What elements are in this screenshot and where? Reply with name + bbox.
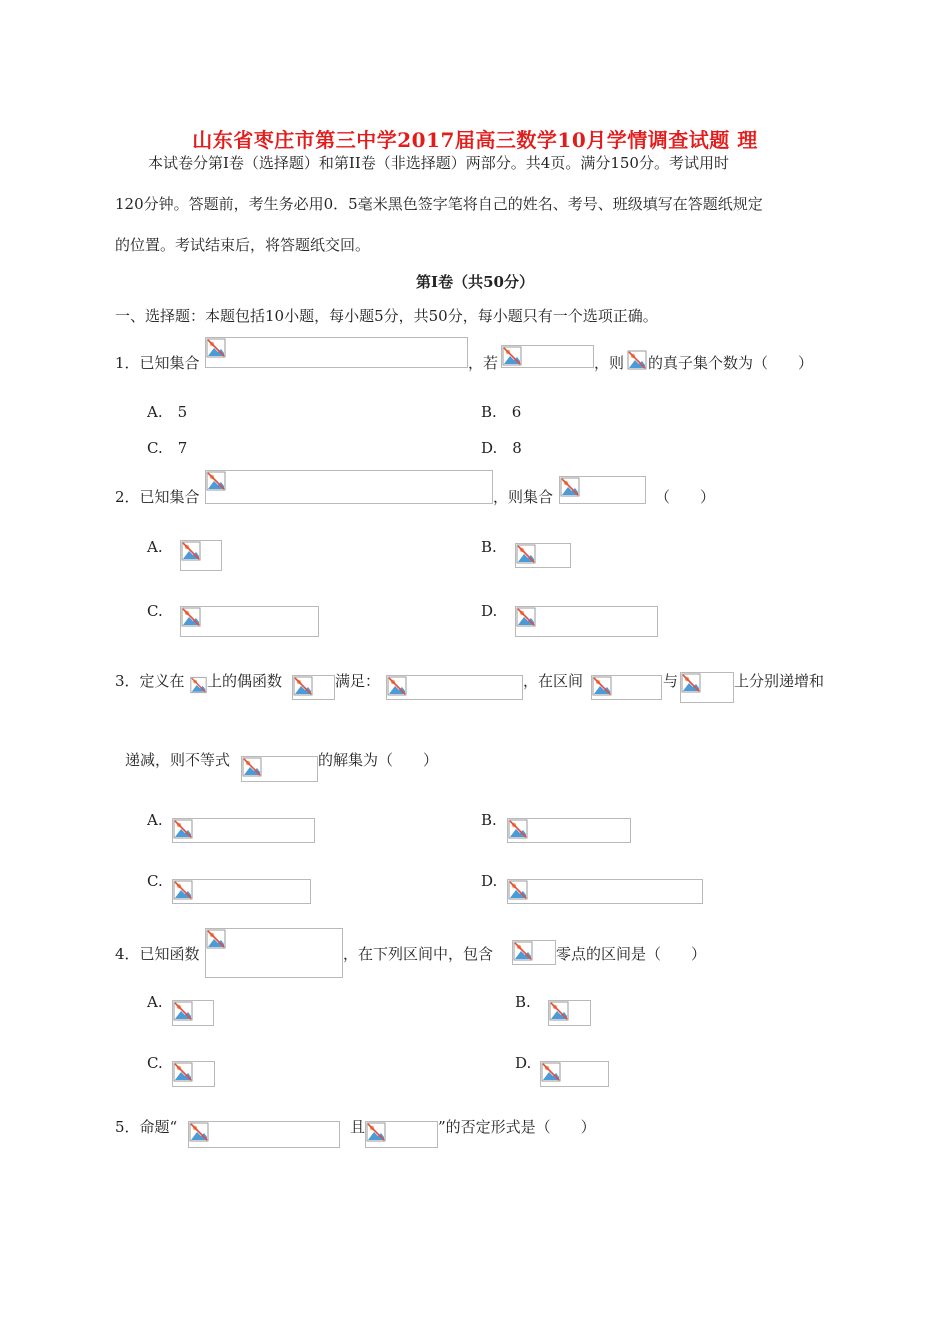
q2-formula-image [205,470,493,504]
q1-formula-image-2 [501,345,594,368]
q4-option-d: D. [515,1054,532,1072]
q3-formula-image [190,675,207,697]
broken-image-icon [189,1122,209,1142]
q1-tail: 的真子集个数为（ ） [648,354,814,372]
q5-mid: 且 [350,1118,366,1136]
q3-mid-1: 上的偶函数 [207,672,283,690]
broken-image-icon [181,607,201,627]
intro-line-3: 的位置。考试结束后，将答题纸交回。 [115,236,371,254]
q3-option-a-image [172,818,315,843]
broken-image-icon [206,471,226,491]
q3-mid-2: 满足： [335,672,381,690]
q1-formula-image-3 [627,350,648,370]
q1-option-a: A. 5 [147,403,188,421]
q3-option-c-image [172,879,311,904]
q1-formula-image [205,337,468,368]
broken-image-icon [366,1122,386,1142]
q2-formula-image-2 [559,476,646,504]
q4-formula-image-2 [512,940,556,965]
q3-option-d: D. [481,872,498,890]
q4-option-c: C. [147,1054,163,1072]
q4-option-b: B. [515,993,531,1011]
broken-image-icon [173,880,193,900]
q4-mid: ，在下列区间中，包含 [343,945,494,963]
broken-image-icon [206,338,226,358]
q2-option-c-image [180,606,319,637]
q2-mid: ，则集合 [493,488,554,506]
broken-image-icon [516,544,536,564]
q4-option-a: A. [147,993,163,1011]
q3-formula-image-3 [386,675,523,700]
q4-option-a-image [172,1000,214,1026]
q3-formula-image-2 [292,675,335,700]
q2-option-b-image [515,543,571,568]
q1-option-d: D. 8 [481,439,522,457]
broken-image-icon [541,1062,561,1082]
q1-option-b: B. 6 [481,403,522,421]
q1-mid-2: ，则 [594,354,625,372]
broken-image-icon [681,673,701,693]
q2-option-a: A. [147,538,163,556]
broken-image-icon [387,676,407,696]
q5-formula-image-2 [365,1121,438,1148]
q3-line2-lead: 递减，则不等式 [125,751,231,769]
broken-image-icon [513,941,533,961]
q4-option-b-image [548,1000,591,1026]
broken-image-icon [173,1062,193,1082]
broken-image-icon [560,477,580,497]
q1-mid-1: ，若 [468,354,499,372]
q3-option-d-image [507,879,703,904]
broken-image-icon [206,929,226,949]
broken-image-icon [516,607,536,627]
q2-lead: 2．已知集合 [115,488,200,506]
q5-tail: ”的否定形式是（ ） [438,1118,596,1136]
q3-option-a: A. [147,811,163,829]
q4-option-c-image [172,1061,215,1087]
broken-image-icon [293,676,313,696]
q1-lead: 1．已知集合 [115,354,200,372]
q3-formula-image-4 [591,675,662,700]
intro-line-1: 本试卷分第I卷（选择题）和第II卷（非选择题）两部分。共4页。满分150分。考试用时 [148,154,729,172]
q2-tail: （ ） [655,488,716,506]
q5-lead: 5．命题“ [115,1118,178,1136]
broken-image-icon [592,676,612,696]
broken-image-icon [508,819,528,839]
q3-formula-image-5 [680,672,734,703]
page-title: 山东省枣庄市第三中学2017届高三数学10月学情调查试题 理 [192,128,758,152]
broken-image-icon [181,541,201,561]
broken-image-icon [242,757,262,777]
q2-option-a-image [180,540,222,571]
q5-formula-image [188,1121,340,1148]
q3-formula-image-6 [241,756,318,782]
broken-image-icon [173,819,193,839]
q3-mid-3: ，在区间 [523,672,584,690]
q1-option-c: C. 7 [147,439,188,457]
section-title: 第I卷（共50分） [416,273,534,291]
intro-line-2: 120分钟。答题前，考生务必用0．5毫米黑色签字笔将自己的姓名、考号、班级填写在答题纸规定 [115,195,763,213]
q2-option-d-image [515,606,658,637]
q3-mid-4: 与 [663,672,679,690]
q3-mid-5: 上分别递增和 [734,672,825,690]
q4-lead: 4．已知函数 [115,945,200,963]
broken-image-icon [502,346,522,366]
broken-image-icon [508,880,528,900]
broken-image-icon [190,675,207,695]
q4-tail: 零点的区间是（ ） [556,945,707,963]
q3-option-c: C. [147,872,163,890]
q3-lead: 3．定义在 [115,672,185,690]
q3-option-b-image [507,818,631,843]
q4-formula-image [205,928,343,978]
q2-option-c: C. [147,602,163,620]
q3-line2-tail: 的解集为（ ） [318,751,439,769]
q2-option-b: B. [481,538,497,556]
part1-heading: 一、选择题：本题包括10小题，每小题5分，共50分，每小题只有一个选项正确。 [115,307,658,325]
q4-option-d-image [540,1061,609,1087]
q2-option-d: D. [481,602,498,620]
q3-option-b: B. [481,811,497,829]
broken-image-icon [173,1001,193,1021]
broken-image-icon [627,350,647,370]
broken-image-icon [549,1001,569,1021]
